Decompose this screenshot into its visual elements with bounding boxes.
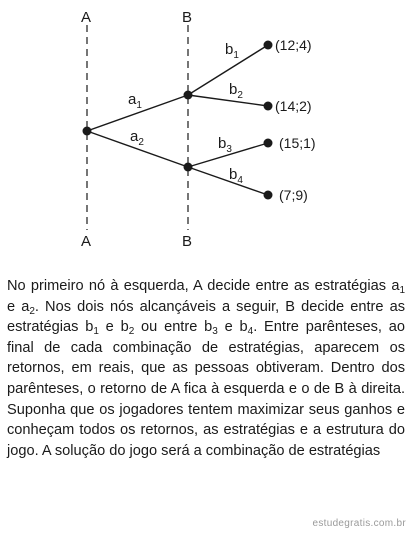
- edge-b2: [188, 95, 268, 106]
- text-part: e: [7, 298, 22, 315]
- leaf-node-1: [264, 41, 273, 50]
- payoff-1: (12;4): [275, 37, 312, 53]
- payoff-3: (15;1): [279, 135, 316, 151]
- strategy-subscript: 2: [29, 305, 35, 317]
- edge-label-b3: $b_3$: [218, 135, 232, 155]
- site-watermark: estudegratis.com.br: [312, 518, 406, 529]
- strategy-subscript: 1: [93, 326, 99, 338]
- strategy-letter: b: [85, 319, 94, 336]
- player-a-top-label: A: [81, 9, 92, 26]
- question-paragraph: [7, 276, 405, 461]
- strategy-letter: b: [239, 319, 248, 336]
- strategy-letter: a: [391, 278, 400, 294]
- strategy-letter: b: [120, 319, 129, 336]
- text-part: No primeiro nó à esquerda, A decide entre as estratégias: [7, 278, 392, 294]
- edge-b4: [188, 167, 268, 195]
- player-b-top-label: B: [182, 9, 193, 26]
- player-b-bottom-label: B: [182, 233, 193, 250]
- text-part: e: [98, 319, 121, 336]
- leaf-node-3: [264, 139, 273, 148]
- strategy-letter: a: [21, 298, 30, 315]
- text-part: . Entre parênteses, ao final de cada combinação de estratégias, aparecem os retornos, em reais, que as pessoas obtiveram. Dentro dos parênteses, o retorno de A fica à esquerda e o de B à direita. Suponha que os jogadores tentem maximizar seus ganhos e conheçam todos os retornos, as estratégias e a estrutura do jogo. A solução do jogo será a combinação de estratégias: [7, 319, 405, 459]
- leaf-node-4: [264, 191, 273, 200]
- node-root-a: [83, 127, 92, 136]
- game-tree-diagram: [0, 0, 412, 260]
- strategy-subscript: 2: [128, 326, 135, 338]
- text-part: . Nos dois nós alcançáveis a seguir, B decide entre as estratégias: [7, 298, 405, 336]
- edge-label-b1: $b_1$: [225, 41, 239, 61]
- player-a-bottom-label: A: [81, 233, 92, 250]
- node-b-lower: [184, 163, 193, 172]
- strategy-subscript: 3: [212, 326, 218, 338]
- payoff-4: (7;9): [279, 187, 308, 203]
- edge-label-b2: $b_2$: [229, 81, 243, 101]
- text-part: e: [217, 319, 240, 336]
- strategy-subscript: 1: [399, 285, 405, 296]
- text-part: ou entre: [134, 319, 205, 336]
- node-b-upper: [184, 91, 193, 100]
- strategy-subscript: 4: [247, 326, 254, 338]
- strategy-letter: b: [204, 319, 213, 336]
- leaf-node-2: [264, 102, 273, 111]
- payoff-2: (14;2): [275, 98, 312, 114]
- edge-label-b4: $b_4$: [229, 166, 243, 186]
- edge-label-a1: $a_1$: [128, 91, 142, 111]
- edge-label-a2: $a_2$: [130, 128, 144, 148]
